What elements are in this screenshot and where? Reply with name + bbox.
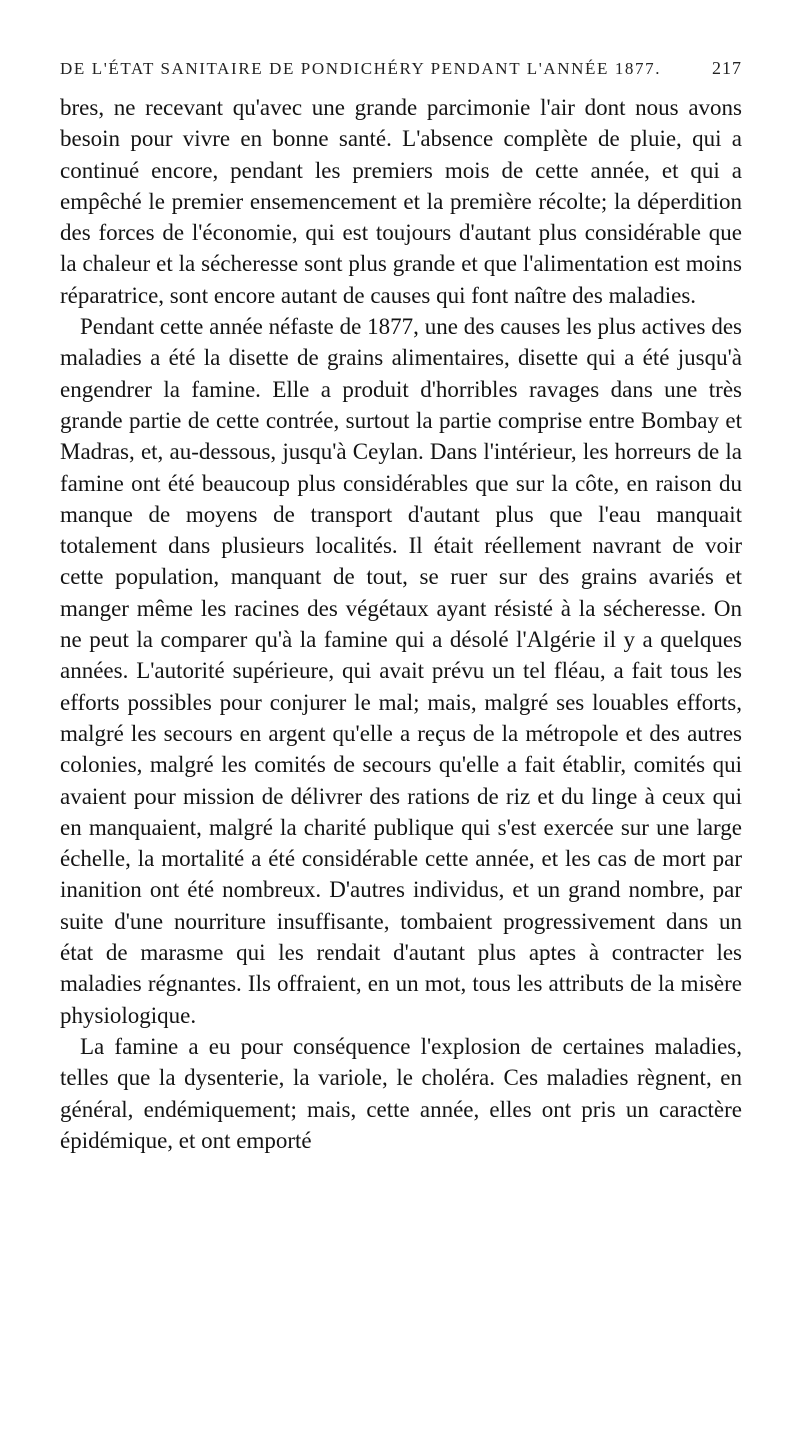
running-header	[60, 58, 742, 84]
paragraph-epidemics: La famine a eu pour conséquence l'explosion de certaines maladies, telles que la dysenterie, la variole, le choléra. Ces maladies règnent, en général, endémiquement; mais, cette année, elles ont pris un caractère épidémique, et ont emporté	[60, 1033, 742, 1153]
body-text	[60, 92, 742, 1156]
page-number: 217	[712, 58, 742, 78]
book-page	[60, 58, 742, 1156]
paragraph-famine: Pendant cette année néfaste de 1877, une des causes les plus actives des maladies a été la disette de grains alimentaires, disette qui a été jusqu'à engendrer la famine. Elle a produit d'horribles ravages dans une très grande partie de cette contrée, surtout la partie comprise entre Bombay et Madras, et, au-dessous, jusqu'à Ceylan. Dans l'intérieur, les horreurs de la famine ont été beaucoup plus considérables que sur la côte, en raison du manque de moyens de transport d'autant plus que l'eau manquait totalement dans plusieurs localités. Il était réellement navrant de voir cette population, manquant de tout, se ruer sur des grains avariés et manger même les racines des végétaux ayant résisté à la sécheresse. On ne peut la comparer qu'à la famine qui a désolé l'Algérie il y a quelques années. L'autorité supérieure, qui avait prévu un tel fléau, a fait tous les efforts possibles pour conjurer le mal; mais, malgré ses louables efforts, malgré les secours en argent qu'elle a reçus de la métropole et des autres colonies, malgré les comités de secours qu'elle a fait établir, comités qui avaient pour mission de délivrer des rations de riz et du linge à ceux qui en manquaient, malgré la charité publique qui s'est exercée sur une large échelle, la mortalité a été considérable cette année, et les cas de mort par inanition ont été nombreux. D'autres individus, et un grand nombre, par suite d'une nourriture insuffisante, tombaient progressivement dans un état de marasme qui les rendait d'autant plus aptes à contracter les maladies régnantes. Ils offraient, en un mot, tous les attributs de la misère physiologique.	[60, 314, 742, 1028]
paragraph-continuation: bres, ne recevant qu'avec une grande parcimonie l'air dont nous avons besoin pour vivre en bonne santé. L'absence complète de pluie, qui a continué encore, pendant les premiers mois de cette année, et qui a empêché le premier ensemencement et la première récolte; la déperdition des forces de l'économie, qui est toujours d'autant plus considérable que la chaleur et la sécheresse sont plus grande et que l'alimentation est moins réparatrice, sont encore autant de causes qui font naître des maladies.	[60, 95, 742, 308]
running-title: DE L'ÉTAT SANITAIRE DE PONDICHÉRY PENDANT L'ANNÉE 1877.	[60, 59, 662, 78]
